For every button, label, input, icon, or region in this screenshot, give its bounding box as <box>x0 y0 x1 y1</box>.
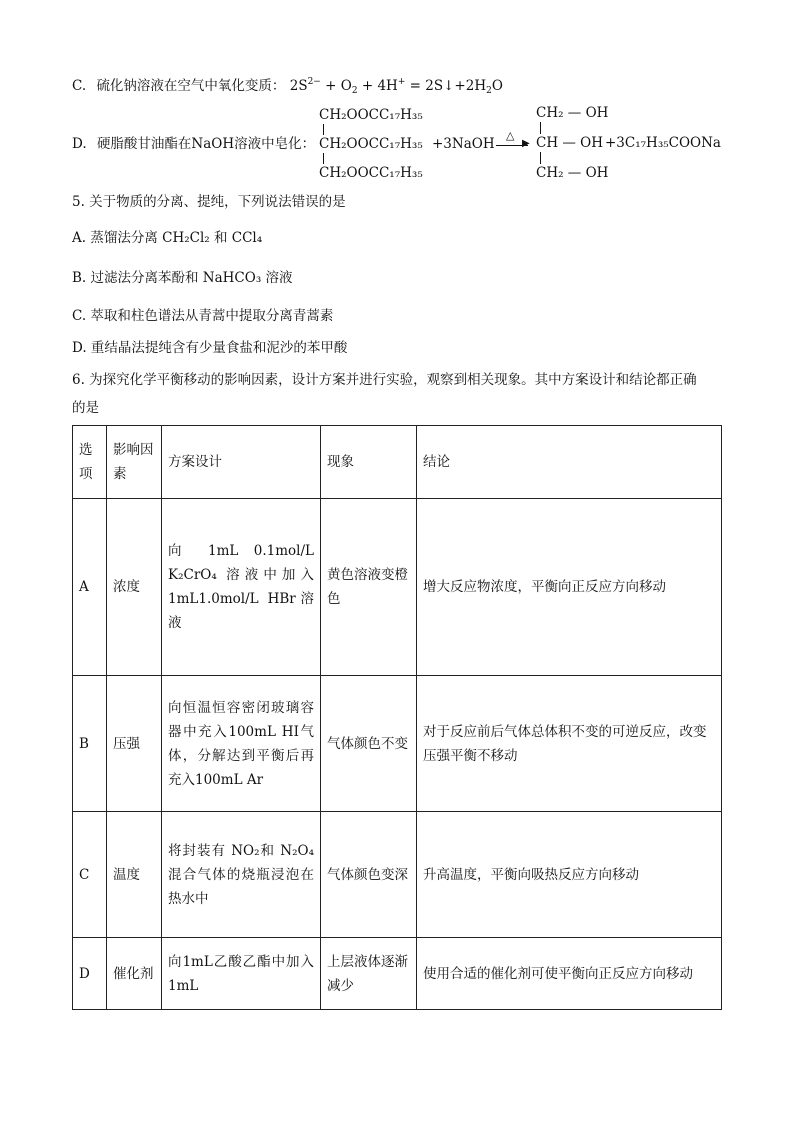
experiment-table <box>72 425 722 1010</box>
row-b-conclusion: 对于反应前后气体总体积不变的可逆反应，改变压强平衡不移动 <box>417 676 722 812</box>
row-b-factor: 压强 <box>107 676 162 812</box>
q5-option-d: D. 重结晶法提纯含有少量食盐和泥沙的苯甲酸 <box>72 340 348 356</box>
header-conclusion: 结论 <box>417 426 722 499</box>
option-d-label: D. <box>72 136 87 152</box>
glycerol-mid: CH — OH <box>536 135 604 151</box>
glycerol-top: CH₂ — OH <box>536 105 609 121</box>
option-c-label: C. <box>72 78 87 94</box>
reagent-naoh: +3NaOH <box>432 136 495 152</box>
row-a-conclusion: 增大反应物浓度，平衡向正反应方向移动 <box>417 499 722 676</box>
row-c-option: C <box>73 812 107 938</box>
ester-row-1: CH₂OOCC₁₇H₃₅ <box>319 107 423 123</box>
table-row <box>73 938 722 1010</box>
header-option: 选项 <box>73 426 107 499</box>
q5-option-b: B. 过滤法分离苯酚和 NaHCO₃ 溶液 <box>72 270 293 286</box>
row-a-design: 向 1mL 0.1mol/L K₂CrO₄ 溶液中加入 1mL1.0mol/L HBr溶液 <box>162 499 321 676</box>
ester-row-3: CH₂OOCC₁₇H₃₅ <box>319 165 423 181</box>
ester-bond-2 <box>323 153 324 164</box>
table-row <box>73 812 722 938</box>
row-d-phenomenon: 上层液体逐渐减少 <box>321 938 417 1010</box>
table-row <box>73 499 722 676</box>
row-b-phenomenon: 气体颜色不变 <box>321 676 417 812</box>
row-a-factor: 浓度 <box>107 499 162 676</box>
glycerol-bond-1 <box>540 122 541 134</box>
q5-option-a: A. 蒸馏法分离 CH₂Cl₂ 和 CCl₄ <box>72 230 263 246</box>
option-c-equation: $2S^{2-} + O_2 + 4H^+$ = $2S↓+2H_2O$ <box>289 77 503 96</box>
row-a-option: A <box>73 499 107 676</box>
glycerol-bot: CH₂ — OH <box>536 165 609 181</box>
row-d-option: D <box>73 938 107 1010</box>
row-b-option: B <box>73 676 107 812</box>
q6-stem-line2: 的是 <box>72 400 99 416</box>
row-d-conclusion: 使用合适的催化剂可使平衡向正反应方向移动 <box>417 938 722 1010</box>
q5-option-c: C. 萃取和柱色谱法从青蒿中提取分离青蒿素 <box>72 308 334 324</box>
sodium-stearate: +3C₁₇H₃₅COONa <box>605 135 721 151</box>
row-c-conclusion: 升高温度，平衡向吸热反应方向移动 <box>417 812 722 938</box>
row-c-design: 将封装有 NO₂和 N₂O₄混合气体的烧瓶浸泡在热水中 <box>162 812 321 938</box>
ester-bond-1 <box>323 124 324 135</box>
q6-stem-line1: 6. 为探究化学平衡移动的影响因素，设计方案并进行实验，观察到相关现象。其中方案设计和结论都正确 <box>72 372 697 388</box>
header-factor: 影响因素 <box>107 426 162 499</box>
option-d-text: 硬脂酸甘油酯在NaOH溶液中皂化： <box>96 136 316 152</box>
header-phenomenon: 现象 <box>321 426 417 499</box>
ester-row-2: CH₂OOCC₁₇H₃₅ <box>319 136 423 152</box>
table-row <box>73 676 722 812</box>
heat-condition: △ <box>506 129 515 142</box>
row-d-factor: 催化剂 <box>107 938 162 1010</box>
table-header-row <box>73 426 722 499</box>
row-b-design: 向恒温恒容密闭玻璃容器中充入100mL HI气体，分解达到平衡后再充入100mL Ar <box>162 676 321 812</box>
row-d-design: 向1mL乙酸乙酯中加入 1mL <box>162 938 321 1010</box>
option-c-line <box>72 72 503 101</box>
arrow-head: ▶ <box>522 138 530 149</box>
row-c-factor: 温度 <box>107 812 162 938</box>
row-c-phenomenon: 气体颜色变深 <box>321 812 417 938</box>
row-a-phenomenon: 黄色溶液变橙色 <box>321 499 417 676</box>
q5-stem: 5. 关于物质的分离、提纯，下列说法错误的是 <box>72 194 346 210</box>
option-c-text: 硫化钠溶液在空气中氧化变质： <box>96 78 286 94</box>
option-d-line <box>72 134 315 154</box>
header-design: 方案设计 <box>162 426 321 499</box>
glycerol-bond-2 <box>540 152 541 164</box>
